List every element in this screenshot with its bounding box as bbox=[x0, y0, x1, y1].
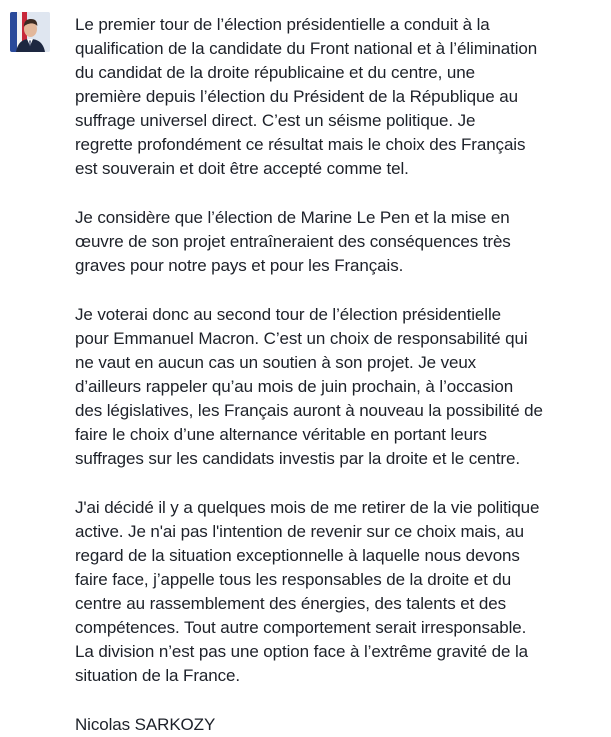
post-body bbox=[75, 13, 605, 737]
post-paragraph: Je voterai donc au second tour de l’élection présidentielle pour Emmanuel Macron. C’est un choix de responsabilité qui ne vaut en aucun cas un soutien à son projet. Je veux d’ailleurs rappeler qu’au mois de juin prochain, à l’occasion des législatives, les Français auront à nouveau la possibilité de faire le choix d’une alternance véritable en portant leurs suffrages sur les candidats investis par la droite et le centre. bbox=[75, 305, 543, 468]
post-paragraph: Le premier tour de l’élection présidentielle a conduit à la qualification de la candidate du Front national et à l’élimination du candidat de la droite républicaine et du centre, une première depuis l’élection du Président de la République au suffrage universel direct. C’est un séisme politique. Je regrette profondément ce résultat mais le choix des Français est souverain et doit être accepté comme tel. bbox=[75, 15, 538, 178]
avatar[interactable] bbox=[10, 12, 50, 52]
post-paragraph: J'ai décidé il y a quelques mois de me retirer de la vie politique active. Je n'ai pas l'intention de revenir sur ce choix mais, au regard de la situation exceptionnelle à laquelle nous devons faire face, j’appelle tous les responsables de la droite et du centre au rassemblement des énergies, des talents et des compétences. Tout autre comportement serait irresponsable. La division n’est pas une option face à l’extrême gravité de la situation de la France. bbox=[75, 498, 540, 685]
person-portrait-icon bbox=[10, 12, 50, 52]
post-paragraph: Je considère que l’élection de Marine Le Pen et la mise en œuvre de son projet entraîneraient des conséquences très graves pour notre pays et pour les Français. bbox=[75, 208, 511, 275]
post-signature: Nicolas SARKOZY bbox=[75, 715, 216, 734]
